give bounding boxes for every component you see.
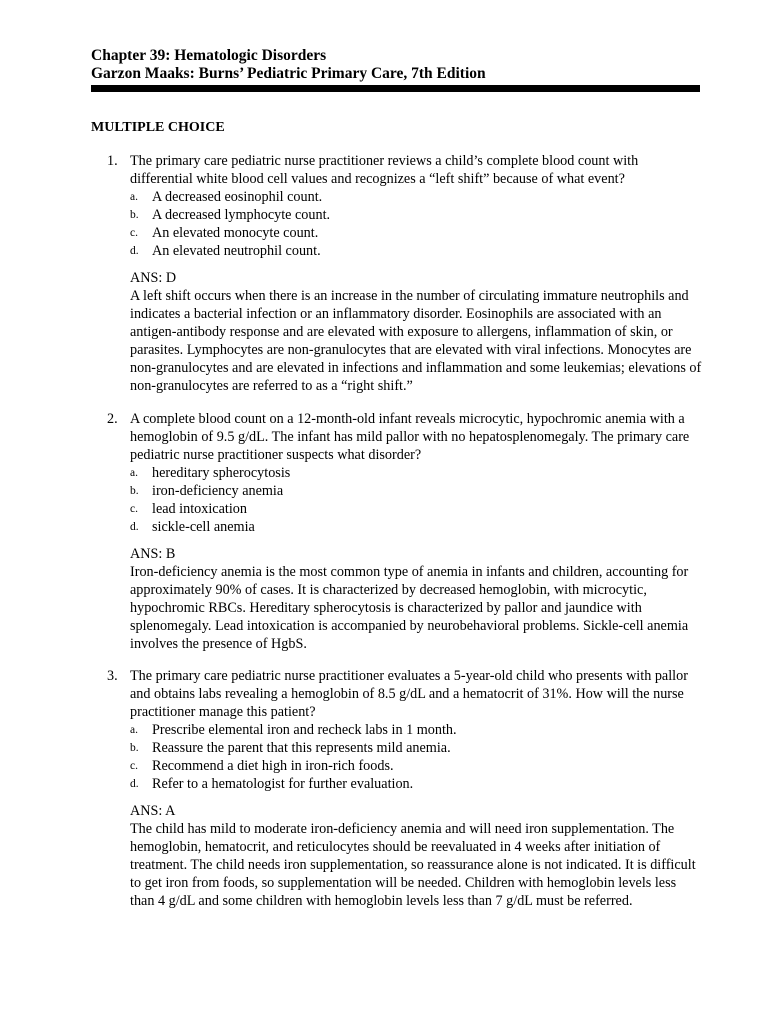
option-c xyxy=(130,757,703,775)
question-2 xyxy=(91,410,703,653)
option-letter: a. xyxy=(130,724,138,736)
chapter-title: Chapter 39: Hematologic Disorders xyxy=(91,47,327,64)
option-text: An elevated neutrophil count. xyxy=(152,243,321,259)
question-number: 3. xyxy=(107,668,118,684)
question-1 xyxy=(91,152,703,395)
option-text: lead intoxication xyxy=(152,501,247,517)
option-a xyxy=(130,721,703,739)
option-d xyxy=(130,242,703,260)
option-text: Recommend a diet high in iron-rich foods. xyxy=(152,758,394,774)
option-letter: a. xyxy=(130,191,138,203)
option-text: A decreased lymphocyte count. xyxy=(152,207,331,223)
option-d xyxy=(130,518,703,536)
option-b xyxy=(130,739,703,757)
option-b xyxy=(130,482,703,500)
option-text: hereditary spherocytosis xyxy=(152,465,291,481)
option-letter: b. xyxy=(130,742,139,754)
answer-rationale: The child has mild to moderate iron-deficiency anemia and will need iron supplementation. The hemoglobin, hematocrit, and reticulocytes should be reevaluated in 4 weeks after initiation of treatment. The child needs iron supplementation, so reassurance alone is not indicated. It is difficult to get iron from foods, so supplementation will be needed. Children with hemoglobin levels less than 4 g/dL and some children with hemoglobin levels less than 7 g/dL must be referred. xyxy=(130,821,696,909)
option-list xyxy=(130,188,703,260)
answer-line: ANS: B xyxy=(130,546,176,562)
book-title: Garzon Maaks: Burns’ Pediatric Primary Care, 7th Edition xyxy=(91,65,486,82)
option-letter: c. xyxy=(130,503,138,515)
question-stem: A complete blood count on a 12-month-old infant reveals microcytic, hypochromic anemia with a hemoglobin of 9.5 g/dL. The infant has mild pallor with no hepatosplenomegaly. The primary care pediatric nurse practitioner suspects what disorder? xyxy=(130,411,690,463)
option-d xyxy=(130,775,703,793)
option-text: iron-deficiency anemia xyxy=(152,483,284,499)
option-text: Refer to a hematologist for further evaluation. xyxy=(152,776,414,792)
section-title: MULTIPLE CHOICE xyxy=(91,120,225,135)
answer-rationale: Iron-deficiency anemia is the most common type of anemia in infants and children, accounting for approximately 90% of cases. It is characterized by decreased hemoglobin, with microcytic, hypochromic RBCs. Hereditary spherocytosis is characterized by pallor and jaundice with splenomegaly. Lead intoxication is accompanied by neurobehavioral problems. Sickle-cell anemia involves the presence of HgbS. xyxy=(130,564,689,652)
question-stem: The primary care pediatric nurse practitioner reviews a child’s complete blood count with differential white blood cell values and recognizes a “left shift” because of what event? xyxy=(130,153,639,187)
option-text: An elevated monocyte count. xyxy=(152,225,319,241)
option-text: A decreased eosinophil count. xyxy=(152,189,323,205)
header-rule xyxy=(91,85,700,92)
option-letter: a. xyxy=(130,467,138,479)
option-a xyxy=(130,188,703,206)
question-number: 1. xyxy=(107,153,118,169)
option-list xyxy=(130,721,703,793)
question-stem: The primary care pediatric nurse practitioner evaluates a 5-year-old child who presents with pallor and obtains labs revealing a hemoglobin of 8.5 g/dL and a hematocrit of 31%. How will the nurse practitioner manage this patient? xyxy=(130,668,688,720)
option-b xyxy=(130,206,703,224)
option-c xyxy=(130,500,703,518)
option-letter: d. xyxy=(130,778,139,790)
answer-rationale: A left shift occurs when there is an increase in the number of circulating immature neutrophils and indicates a bacterial infection or an inflammatory disorder. Eosinophils are associated with an antigen-antibody response and are elevated with exposure to allergens, inflammation of skin, or parasites. Lymphocytes are non-granulocytes that are elevated with viral infections. Monocytes are non-granulocytes and are elevated in infections and inflammation and some leukemias; elevations of non-granulocytes are referred to as a “right shift.” xyxy=(130,288,702,394)
option-text: Prescribe elemental iron and recheck labs in 1 month. xyxy=(152,722,457,738)
answer-line: ANS: D xyxy=(130,270,177,286)
option-letter: d. xyxy=(130,521,139,533)
option-list xyxy=(130,464,703,536)
option-letter: c. xyxy=(130,760,138,772)
option-text: Reassure the parent that this represents mild anemia. xyxy=(152,740,451,756)
document-header xyxy=(91,47,701,83)
option-text: sickle-cell anemia xyxy=(152,519,255,535)
answer-line: ANS: A xyxy=(130,803,176,819)
option-c xyxy=(130,224,703,242)
option-letter: c. xyxy=(130,227,138,239)
question-3 xyxy=(91,667,703,910)
option-a xyxy=(130,464,703,482)
option-letter: b. xyxy=(130,209,139,221)
option-letter: d. xyxy=(130,245,139,257)
option-letter: b. xyxy=(130,485,139,497)
question-number: 2. xyxy=(107,411,118,427)
